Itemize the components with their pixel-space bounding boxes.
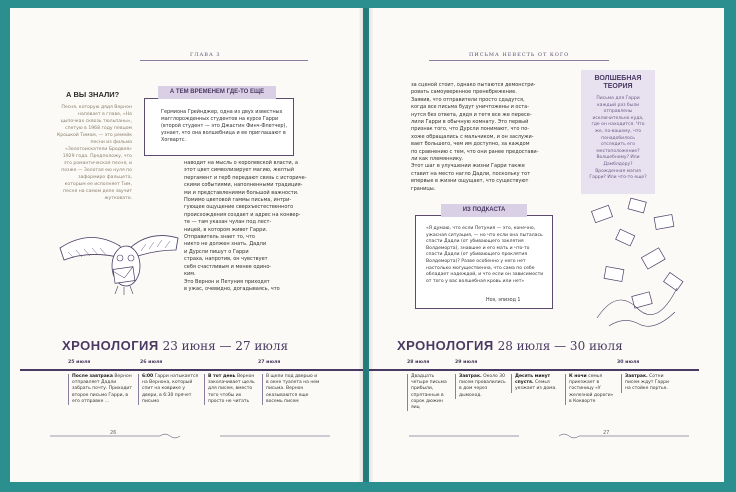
header-rule <box>429 60 609 61</box>
timeline-title-word: ХРОНОЛОГИЯ <box>62 338 159 353</box>
body-line: Помимо цветовой гаммы письма, интри- <box>184 197 292 204</box>
timeline-entry-head: После завтрака <box>72 374 113 379</box>
sidebar-text: Песня, которую дядя Вернон напевает в главе, «На цыпочках сквозь тюльпаны», спетую в 1968 году певцом Крошкой Тимом, — это ремейк песни из фильма «Золотоискатели Бродвея» 1929 года. Предположу, что это романтическая песня, и позже — Золотая ею нуля по заформиро фальцета, которым ее исполняет Тим, песня на самом деле звучит жутковато. <box>57 105 132 201</box>
chapter-header: ГЛАВА 3 <box>190 52 221 58</box>
timeline-entry <box>407 374 451 411</box>
body-line: ким. <box>184 271 196 278</box>
timeline-entry-text: Гарри натыкается на Вернона, который спит на коврике у двери, в 6:30 прячет письмо <box>142 374 199 404</box>
theory-title: ВОЛШЕБНАЯ ТЕОРИЯ <box>594 75 642 90</box>
owl-illustration <box>50 208 190 318</box>
timeline-entry <box>565 374 617 405</box>
body-line: нутся без ответа, дядя и тетя все же пересе- <box>411 111 532 118</box>
page-number: 26 <box>110 430 117 436</box>
right-page <box>369 8 724 482</box>
chapter-header: ПИСЬМА НЕВЕСТЬ ОТ КОГО <box>469 52 570 58</box>
body-line: ровать самоуверенное пренебрежение. <box>411 89 517 96</box>
theory-sidebar <box>581 70 655 194</box>
timeline-entry-head: В тот день <box>208 374 236 379</box>
body-text <box>411 82 559 193</box>
meanwhile-text: Гермиона Грейнджер, одна из двух известных магглорожденных студентов на курсе Гарри (второй студент — это Джастин Финч-Флетчер), узнает, что она волшебница и ее приглашают в Хогвартс. <box>161 109 288 143</box>
header-rule <box>140 60 308 61</box>
podcast-box <box>415 215 553 309</box>
body-line: ли как племяннику. <box>411 156 464 163</box>
timeline-entry <box>262 374 320 405</box>
timeline-entry <box>621 374 673 393</box>
timeline-date: 27 июля <box>258 360 281 365</box>
body-line: Заявив, что отправители просто сдадутся, <box>411 96 525 103</box>
timeline-date: 25 июля <box>68 360 91 365</box>
body-line: себя счастливым и менее одино- <box>184 263 272 270</box>
sidebar-title: А ВЫ ЗНАЛИ? <box>66 90 120 99</box>
timeline-entry <box>204 374 258 405</box>
body-line: ми и представлениями большой важности. <box>184 189 299 196</box>
timeline-line <box>20 369 363 371</box>
timeline-date: 28 июля <box>407 360 430 365</box>
left-page <box>10 8 363 482</box>
body-line: ставит на место нагло Дадли, поскольку тот <box>411 170 531 177</box>
body-line: лили Гарри в обычную комнату. Это первый <box>411 119 529 126</box>
book-gutter <box>359 8 373 482</box>
body-line: вает большего, чем им доступно, за каждом <box>411 141 530 148</box>
body-line: те — там указан чулан под лест- <box>184 219 272 226</box>
flying-letters-illustration <box>589 198 699 338</box>
timeline-entry <box>68 374 134 405</box>
body-line: Это Вернон и Петуния приходят <box>184 278 270 285</box>
timeline-entry-head: К ночи <box>569 374 587 379</box>
podcast-author: Ноэ, эпизод 1 <box>486 298 521 303</box>
timeline-date: 29 июля <box>455 360 478 365</box>
body-line: границы. <box>411 185 436 192</box>
theory-text: Письма для Гарри каждый раз были отправлены исключительно куда, где он находится. Что же, по-вашему, что понадобилось отследить его местоположение? Волшебному? Или Дамблдору? Врожденная магия Гарри? Или что-то еще? <box>589 96 647 181</box>
body-line: ницей, в котором живет Гарри. <box>184 226 268 233</box>
timeline-title-word: ХРОНОЛОГИЯ <box>397 338 494 353</box>
timeline-entry-text: Семья уезжает из дома. <box>515 380 557 392</box>
body-line: пергамент и герб передают связь с историче- <box>184 174 307 181</box>
body-text <box>184 160 308 293</box>
page-ornament <box>409 432 689 440</box>
page-ornament <box>50 432 330 440</box>
body-line: происхождения создает и адрес на конвер- <box>184 211 301 218</box>
timeline-date: 26 июля <box>140 360 163 365</box>
meanwhile-box <box>144 98 294 156</box>
body-line: страха, напротив, он чувствует <box>184 256 268 263</box>
body-line: впервые в жизни ощущает, что существуют <box>411 178 529 185</box>
timeline-entry-text: Вернон отправляет Дадли забрать почту. Приходит второе письмо Гарри, в его отправке ... <box>72 374 132 404</box>
body-line: за сценой стоит, однако пытаются демонстри- <box>411 82 536 88</box>
timeline-entry-text: Сотни писем ждут Гарри на стойке портье. <box>625 374 669 392</box>
timeline-entry <box>511 374 561 393</box>
timeline-entry <box>455 374 507 399</box>
podcast-quote: «Я думаю, что если Петуния — это, конечно, ужасная ситуация, — но что если она пыталась спасти Дадли (от убивающего заклятия Волдеморта), знавшее и его мать и что-то спасти Дадли (от убивающего проклятия Волдеморта)? Разве особенно у него нет настолько могущественна, что сама по себе обладает надеждой, и что если он зависимости от того у вас волшебная кровь или нет» <box>426 226 544 284</box>
body-line: скими событиями, наполненными традиция- <box>184 182 303 189</box>
body-line: этот цвет символизирует магию, желтый <box>184 167 294 174</box>
body-line: когда все письма будут уничтожены и оста- <box>411 104 529 111</box>
body-line: никто не должен знать. Дадли <box>184 241 267 248</box>
body-line: Этот шаг в улучшении жизни Гарри также <box>411 163 525 170</box>
timeline-title <box>397 338 623 353</box>
timeline-entry-text: Вернон заколачивает щель для писем, вместо того чтобы их просто не читать <box>208 374 255 404</box>
timeline-entry-head: Завтрак. <box>625 374 648 379</box>
body-line: гующее ощущение сверхъестественного <box>184 204 294 211</box>
timeline-entry <box>138 374 200 405</box>
body-line: по сравнению с тем, что они ранее предостави- <box>411 148 539 155</box>
body-line: и Дурсли пишут о Гарри <box>184 248 249 255</box>
timeline-entry-head: 6:00 <box>142 374 154 379</box>
meanwhile-title: А ТЕМ ВРЕМЕНЕМ ГДЕ-ТО ЕЩЕ <box>158 86 276 99</box>
podcast-title: ИЗ ПОДКАСТА <box>441 204 527 217</box>
page-number: 27 <box>603 430 610 436</box>
timeline-entry-text: Около 30 писем провалились в дом через дымоход. <box>459 374 506 398</box>
timeline-entry-head: Завтрак. <box>459 374 482 379</box>
body-line: в ужас, очевидно, догадываясь, что <box>184 285 280 292</box>
timeline-title <box>62 338 288 353</box>
timeline-entry-text: В щели под дверью и в окне туалета на нем письма. Вернон оказываются еще восемь писем <box>266 374 320 404</box>
timeline-entry-text: семья приезжает в гостиницу «У железной дороги» в Кокворте <box>569 374 614 404</box>
body-line: хоже обращались с мальчиком, и он заслужи- <box>411 133 534 140</box>
timeline-title-dates: 28 июля — 30 июля <box>497 339 623 353</box>
body-line: признак того, что Дурсли понимают, что по- <box>411 126 530 133</box>
body-line: наводит на мысль о королевской власти, а <box>184 160 298 166</box>
timeline-entry-text: Двадцать четыре письма прибыли, спрятанные в сорок дюжин яиц <box>411 374 447 411</box>
timeline-title-dates: 23 июня — 27 июля <box>162 339 289 353</box>
timeline-entry-head: Десять минут спустя. <box>515 374 551 386</box>
body-line: Отправитель знает то, что <box>184 234 255 241</box>
timeline-date: 30 июля <box>617 360 640 365</box>
timeline-line <box>369 369 699 371</box>
